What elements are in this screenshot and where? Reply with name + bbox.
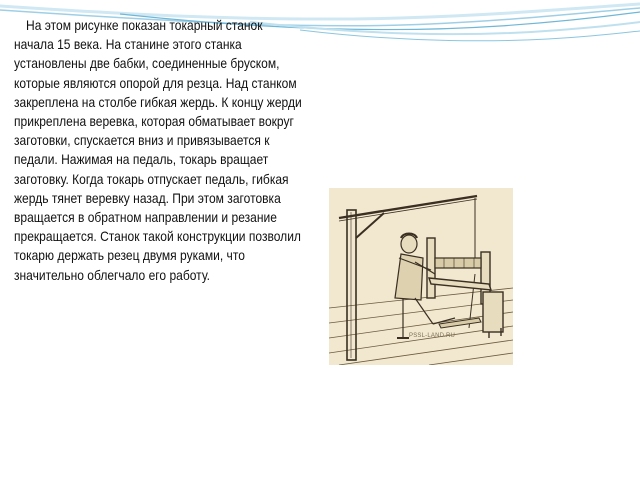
- flexible-pole: [339, 196, 477, 218]
- image-watermark: PSSL-LAND.RU: [409, 333, 456, 339]
- slide-paragraph: [14, 16, 305, 285]
- lathe-illustration: [329, 188, 513, 365]
- support-post: [347, 210, 356, 360]
- slide-paragraph-text: На этом рисунке показан токарный станок начала 15 века. На станине этого станка установлены две бабки, соединенные бруском, которые являются опорой для резца. Над станком закреплена на столбе гибкая жердь. К концу жерди прикреплена веревка, которая обматывает вокруг заготовки, спускается вниз и привязывается к педали. Нажимая на педаль, токарь вращает заготовку. Когда токарь отпускает педаль, гибкая жердь тянет веревку назад. При этом заготовка вращается в обратном направлении и резание прекращается. Станок такой конструкции позволил токарю держать резец двумя руками, что значительно облегчало его работу.: [14, 17, 302, 283]
- post-brace: [356, 213, 384, 238]
